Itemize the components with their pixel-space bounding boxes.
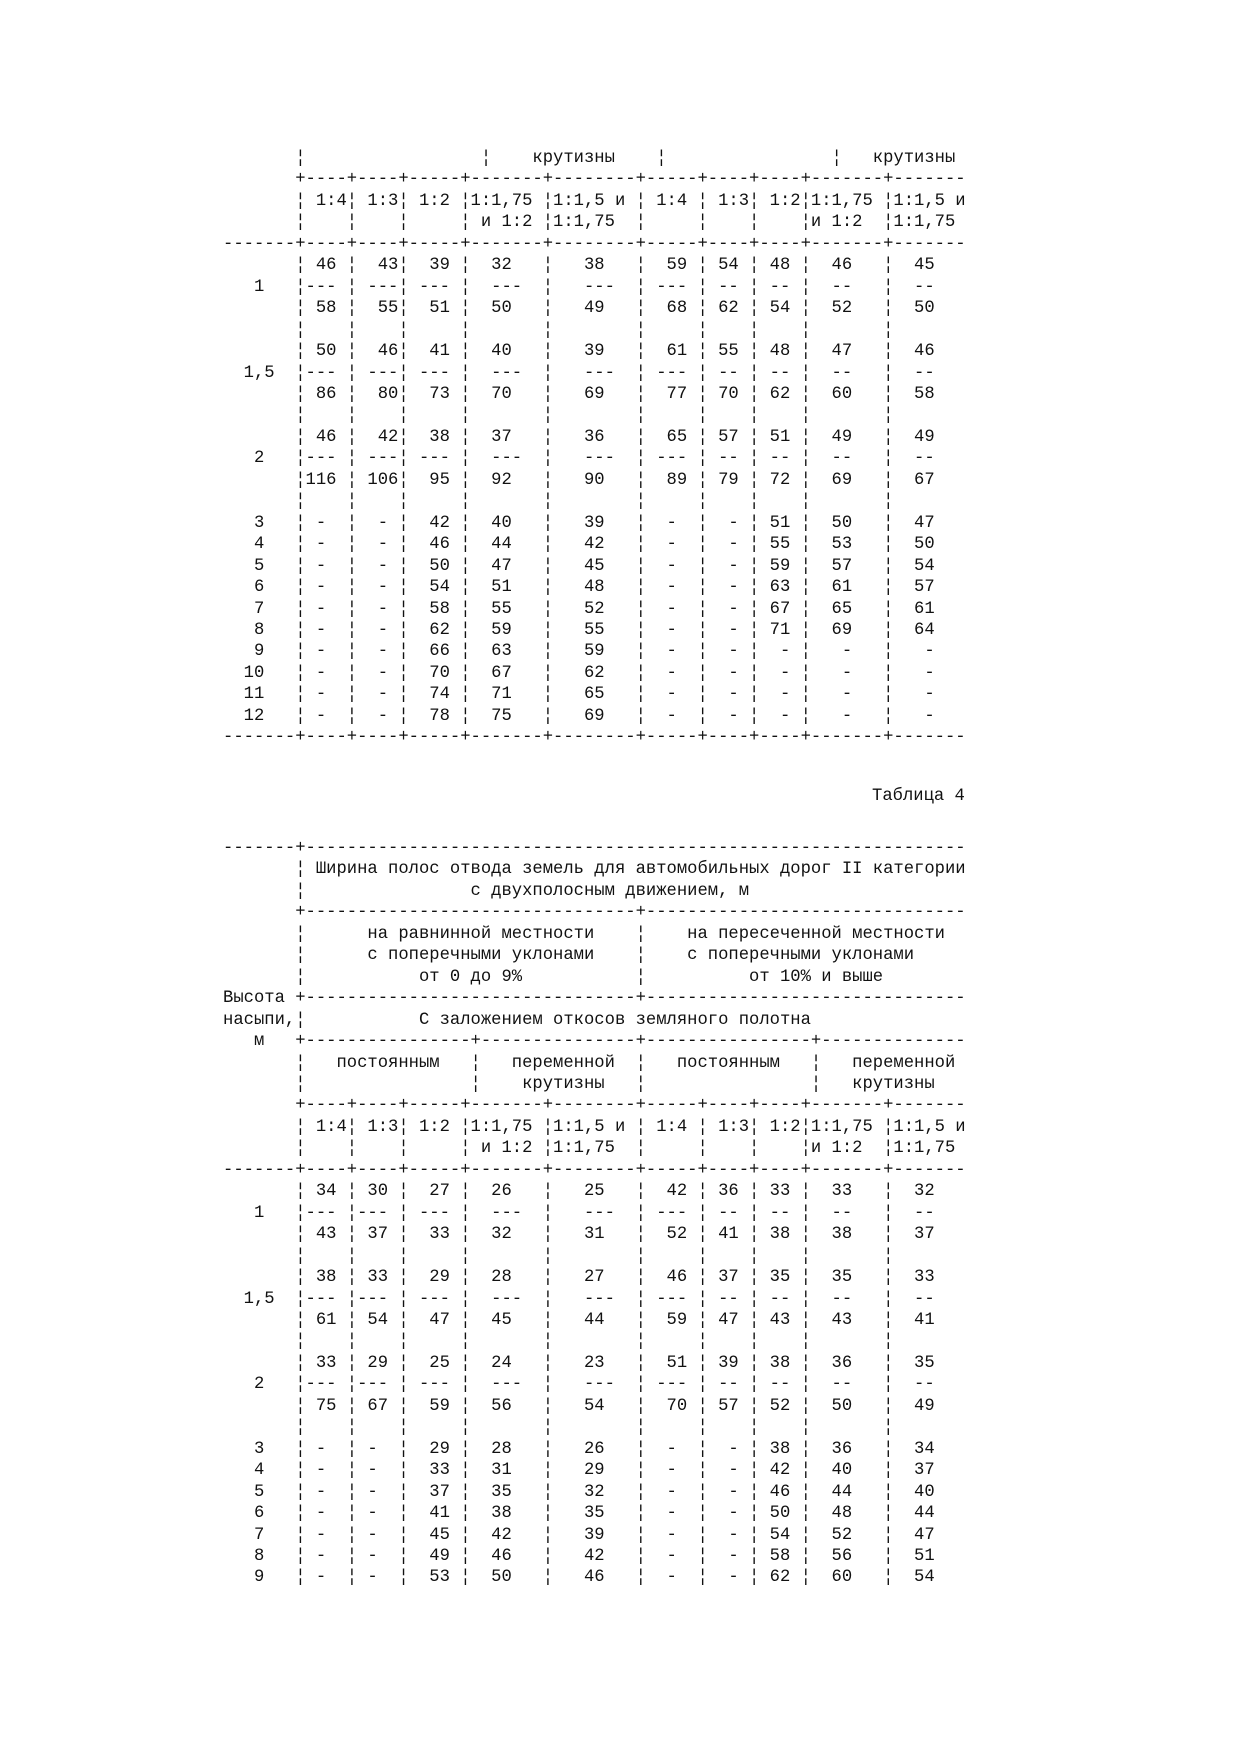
table-text-line: ¦ ¦ ¦ ¦ и 1:2 ¦1:1,75 ¦ ¦ ¦ ¦и 1:2 ¦1:1,75 bbox=[223, 213, 956, 233]
table-text-line: ¦ 34 ¦ 30 ¦ 27 ¦ 26 ¦ 25 ¦ 42 ¦ 36 ¦ 33 ¦ 33 ¦ 32 bbox=[223, 1182, 935, 1202]
table-text-line: ¦ 75 ¦ 67 ¦ 59 ¦ 56 ¦ 54 ¦ 70 ¦ 57 ¦ 52 ¦ 50 ¦ 49 bbox=[223, 1396, 935, 1416]
table-text-line: 2 ¦--- ¦ ---¦ --- ¦ --- ¦ --- ¦ --- ¦ -- ¦ -- ¦ -- ¦ -- bbox=[223, 449, 935, 469]
table-text-line: ¦ с поперечными уклонами ¦ с поперечными уклонами bbox=[223, 946, 915, 966]
table-text-line: ¦ 61 ¦ 54 ¦ 47 ¦ 45 ¦ 44 ¦ 59 ¦ 47 ¦ 43 ¦ 43 ¦ 41 bbox=[223, 1310, 935, 1330]
table-text-line: 1,5 ¦--- ¦--- ¦ --- ¦ --- ¦ --- ¦ --- ¦ -- ¦ -- ¦ -- ¦ -- bbox=[223, 1289, 935, 1309]
table-text-line: ¦ ¦ ¦ ¦ ¦ ¦ ¦ ¦ ¦ ¦ bbox=[223, 1418, 894, 1438]
table-text-line: ¦ ¦ ¦ ¦ ¦ ¦ ¦ ¦ ¦ ¦ bbox=[223, 406, 894, 426]
table-text-line: 8 ¦ - ¦ - ¦ 62 ¦ 59 ¦ 55 ¦ - ¦ - ¦ 71 ¦ 69 ¦ 64 bbox=[223, 620, 935, 640]
table-text-line: насыпи,¦ С заложением откосов земляного полотна bbox=[223, 1010, 811, 1030]
table-text-line: 4 ¦ - ¦ - ¦ 33 ¦ 31 ¦ 29 ¦ - ¦ - ¦ 42 ¦ 40 ¦ 37 bbox=[223, 1461, 935, 1481]
table-text-line: ¦ 1:4¦ 1:3¦ 1:2 ¦1:1,75 ¦1:1,5 и ¦ 1:4 ¦ 1:3¦ 1:2¦1:1,75 ¦1:1,5 и bbox=[223, 1117, 966, 1137]
table-text-line: +----+----+-----+-------+--------+-----+----+----+-------+------- bbox=[223, 1096, 966, 1116]
table-text-line: 9 ¦ - ¦ - ¦ 53 ¦ 50 ¦ 46 ¦ - ¦ - ¦ 62 ¦ 60 ¦ 54 bbox=[223, 1568, 935, 1588]
table-text-line: -------+----+----+-----+-------+--------+-----+----+----+-------+------- bbox=[223, 1160, 966, 1180]
table-text-line: 4 ¦ - ¦ - ¦ 46 ¦ 44 ¦ 42 ¦ - ¦ - ¦ 55 ¦ 53 ¦ 50 bbox=[223, 535, 935, 555]
table-text-line: 7 ¦ - ¦ - ¦ 45 ¦ 42 ¦ 39 ¦ - ¦ - ¦ 54 ¦ 52 ¦ 47 bbox=[223, 1525, 935, 1545]
table-text-line: ¦ 86 ¦ 80¦ 73 ¦ 70 ¦ 69 ¦ 77 ¦ 70 ¦ 62 ¦ 60 ¦ 58 bbox=[223, 384, 935, 404]
table-text-line: ¦ 43 ¦ 37 ¦ 33 ¦ 32 ¦ 31 ¦ 52 ¦ 41 ¦ 38 ¦ 38 ¦ 37 bbox=[223, 1225, 935, 1245]
table-text-line: 11 ¦ - ¦ - ¦ 74 ¦ 71 ¦ 65 ¦ - ¦ - ¦ - ¦ - ¦ - bbox=[223, 685, 935, 705]
table-text-line: 1 ¦--- ¦--- ¦ --- ¦ --- ¦ --- ¦ --- ¦ -- ¦ -- ¦ -- ¦ -- bbox=[223, 1203, 935, 1223]
table-text-line: ¦ Ширина полос отвода земель для автомобильных дорог II категории bbox=[223, 860, 966, 880]
table-text-line: 3 ¦ - ¦ - ¦ 42 ¦ 40 ¦ 39 ¦ - ¦ - ¦ 51 ¦ 50 ¦ 47 bbox=[223, 513, 935, 533]
table-text-line: 1 ¦--- ¦ ---¦ --- ¦ --- ¦ --- ¦ --- ¦ -- ¦ -- ¦ -- ¦ -- bbox=[223, 277, 935, 297]
table-text-line: ¦ 46 ¦ 42¦ 38 ¦ 37 ¦ 36 ¦ 65 ¦ 57 ¦ 51 ¦ 49 ¦ 49 bbox=[223, 427, 935, 447]
table-text-line: -------+----+----+-----+-------+--------+-----+----+----+-------+------- bbox=[223, 234, 966, 254]
table-text-line: ¦ 50 ¦ 46¦ 41 ¦ 40 ¦ 39 ¦ 61 ¦ 55 ¦ 48 ¦ 47 ¦ 46 bbox=[223, 342, 935, 362]
table-text-line: 5 ¦ - ¦ - ¦ 37 ¦ 35 ¦ 32 ¦ - ¦ - ¦ 46 ¦ 44 ¦ 40 bbox=[223, 1482, 935, 1502]
table-text-line: ¦ ¦ ¦ ¦ ¦ ¦ ¦ ¦ ¦ ¦ bbox=[223, 320, 894, 340]
table-text-line: ¦ ¦ ¦ ¦ ¦ ¦ ¦ ¦ ¦ ¦ bbox=[223, 492, 894, 512]
table-text-line: -------+----+----+-----+-------+--------+-----+----+----+-------+------- bbox=[223, 728, 966, 748]
table-text-line: м +----------------+---------------+----------------+-------------- bbox=[223, 1032, 966, 1052]
table-text-line: 1,5 ¦--- ¦ ---¦ --- ¦ --- ¦ --- ¦ --- ¦ -- ¦ -- ¦ -- ¦ -- bbox=[223, 363, 935, 383]
table-text-line: -------+---------------------------------------------------------------- bbox=[223, 839, 966, 858]
table-text-line: 12 ¦ - ¦ - ¦ 78 ¦ 75 ¦ 69 ¦ - ¦ - ¦ - ¦ - ¦ - bbox=[223, 706, 935, 726]
table-text-line: ¦ ¦ ¦ ¦ и 1:2 ¦1:1,75 ¦ ¦ ¦ ¦и 1:2 ¦1:1,75 bbox=[223, 1139, 956, 1159]
table-text-line: 7 ¦ - ¦ - ¦ 58 ¦ 55 ¦ 52 ¦ - ¦ - ¦ 67 ¦ 65 ¦ 61 bbox=[223, 599, 935, 619]
table-text-line: 6 ¦ - ¦ - ¦ 41 ¦ 38 ¦ 35 ¦ - ¦ - ¦ 50 ¦ 48 ¦ 44 bbox=[223, 1504, 935, 1524]
table-4 bbox=[223, 838, 966, 1589]
table-text-line: ¦ от 0 до 9% ¦ от 10% и выше bbox=[223, 967, 884, 987]
table-text-line: ¦ ¦ ¦ ¦ ¦ ¦ ¦ ¦ ¦ ¦ bbox=[223, 1332, 894, 1352]
table-text-line: ¦ постоянным ¦ переменной ¦ постоянным ¦ переменной bbox=[223, 1053, 956, 1073]
table-text-line: +----+----+-----+-------+--------+-----+----+----+-------+------- bbox=[223, 170, 966, 190]
table-text-line: ¦ 38 ¦ 33 ¦ 29 ¦ 28 ¦ 27 ¦ 46 ¦ 37 ¦ 35 ¦ 35 ¦ 33 bbox=[223, 1268, 935, 1288]
table-text-line: ¦ 33 ¦ 29 ¦ 25 ¦ 24 ¦ 23 ¦ 51 ¦ 39 ¦ 38 ¦ 36 ¦ 35 bbox=[223, 1353, 935, 1373]
table-text-line: Высота +--------------------------------+------------------------------- bbox=[223, 989, 966, 1009]
table-text-line: ¦ с двухполосным движением, м bbox=[223, 881, 750, 901]
table-3-continuation bbox=[223, 148, 966, 749]
table-text-line: 8 ¦ - ¦ - ¦ 49 ¦ 46 ¦ 42 ¦ - ¦ - ¦ 58 ¦ 56 ¦ 51 bbox=[223, 1546, 935, 1566]
table-text-line: ¦ ¦ ¦ ¦ ¦ ¦ ¦ ¦ ¦ ¦ bbox=[223, 1246, 894, 1266]
table-text-line: ¦ на равнинной местности ¦ на пересеченной местности bbox=[223, 924, 945, 944]
table-text-line: ¦ 46 ¦ 43¦ 39 ¦ 32 ¦ 38 ¦ 59 ¦ 54 ¦ 48 ¦ 46 ¦ 45 bbox=[223, 256, 935, 276]
table-text-line: 3 ¦ - ¦ - ¦ 29 ¦ 28 ¦ 26 ¦ - ¦ - ¦ 38 ¦ 36 ¦ 34 bbox=[223, 1439, 935, 1459]
table-text-line: ¦ ¦ крутизны ¦ ¦ крутизны bbox=[223, 1074, 935, 1094]
table-text-line: ¦116 ¦ 106¦ 95 ¦ 92 ¦ 90 ¦ 89 ¦ 79 ¦ 72 ¦ 69 ¦ 67 bbox=[223, 470, 935, 490]
table-text-line: 5 ¦ - ¦ - ¦ 50 ¦ 47 ¦ 45 ¦ - ¦ - ¦ 59 ¦ 57 ¦ 54 bbox=[223, 556, 935, 576]
table-text-line: 2 ¦--- ¦--- ¦ --- ¦ --- ¦ --- ¦ --- ¦ -- ¦ -- ¦ -- ¦ -- bbox=[223, 1375, 935, 1395]
table-text-line: 10 ¦ - ¦ - ¦ 70 ¦ 67 ¦ 62 ¦ - ¦ - ¦ - ¦ - ¦ - bbox=[223, 663, 935, 683]
table-4-caption: Таблица 4 bbox=[872, 787, 965, 806]
table-text-line: 9 ¦ - ¦ - ¦ 66 ¦ 63 ¦ 59 ¦ - ¦ - ¦ - ¦ - ¦ - bbox=[223, 642, 935, 662]
table-text-line: ¦ ¦ крутизны ¦ ¦ крутизны bbox=[223, 149, 956, 168]
table-text-line: 6 ¦ - ¦ - ¦ 54 ¦ 51 ¦ 48 ¦ - ¦ - ¦ 63 ¦ 61 ¦ 57 bbox=[223, 578, 935, 598]
table-text-line: ¦ 58 ¦ 55¦ 51 ¦ 50 ¦ 49 ¦ 68 ¦ 62 ¦ 54 ¦ 52 ¦ 50 bbox=[223, 299, 935, 319]
table-text-line: ¦ 1:4¦ 1:3¦ 1:2 ¦1:1,75 ¦1:1,5 и ¦ 1:4 ¦ 1:3¦ 1:2¦1:1,75 ¦1:1,5 и bbox=[223, 191, 966, 211]
table-text-line: +--------------------------------+------------------------------- bbox=[223, 903, 966, 923]
